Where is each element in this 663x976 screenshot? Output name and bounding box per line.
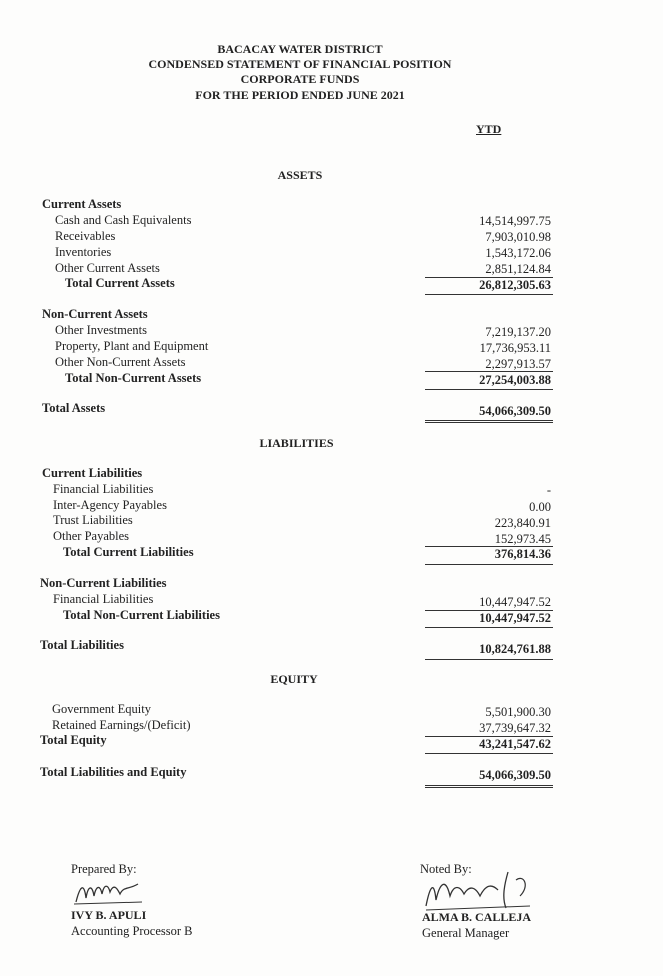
line-amount: 7,903,010.98	[485, 230, 551, 244]
total-equity-label: Total Equity	[40, 733, 107, 747]
line-amount: 2,851,124.84	[485, 262, 551, 276]
total-noncurrent-assets-amount: 27,254,003.88	[479, 373, 551, 387]
current-liabilities-heading: Current Liabilities	[42, 466, 143, 480]
noted-signature	[420, 866, 550, 916]
liabilities-heading: LIABILITIES	[259, 436, 334, 450]
equity-heading: EQUITY	[270, 672, 318, 686]
line-amount: 7,219,137.20	[485, 325, 551, 339]
line-label: Retained Earnings/(Deficit)	[52, 718, 191, 732]
line-label: Other Payables	[53, 529, 130, 543]
line-amount: 152,973.45	[494, 532, 551, 546]
statement-title: CONDENSED STATEMENT OF FINANCIAL POSITION	[148, 57, 452, 71]
line-amount: 5,501,900.30	[485, 705, 551, 719]
period: FOR THE PERIOD ENDED JUNE 2021	[195, 88, 405, 102]
total-liabilities-equity-label: Total Liabilities and Equity	[40, 765, 187, 779]
line-label: Inter-Agency Payables	[53, 498, 167, 512]
prepared-by-name: IVY B. APULI	[71, 908, 147, 922]
line-amount: 1,543,172.06	[485, 246, 551, 260]
total-liabilities-equity-amount: 54,066,309.50	[479, 768, 551, 782]
prepared-by-caption: Prepared By:	[71, 862, 137, 876]
line-label: Other Investments	[55, 323, 147, 337]
prepared-by-title: Accounting Processor B	[71, 924, 193, 938]
assets-heading: ASSETS	[277, 168, 323, 182]
total-current-assets-amount: 26,812,305.63	[479, 278, 551, 292]
total-equity-amount: 43,241,547.62	[479, 737, 551, 751]
line-label: Financial Liabilities	[53, 482, 154, 496]
total-liabilities-amount: 10,824,761.88	[479, 642, 551, 656]
line-amount: 10,447,947.52	[479, 595, 551, 609]
line-label: Financial Liabilities	[53, 592, 154, 606]
noted-by-caption: Noted By:	[420, 862, 472, 876]
noted-by-name: ALMA B. CALLEJA	[422, 910, 532, 924]
grand-rule	[425, 785, 553, 788]
total-rule	[425, 753, 553, 754]
noted-by-title: General Manager	[422, 926, 510, 940]
line-label: Cash and Cash Equivalents	[55, 213, 192, 227]
total-assets-amount: 54,066,309.50	[479, 404, 551, 418]
total-rule	[425, 564, 553, 565]
line-label: Property, Plant and Equipment	[55, 339, 209, 353]
noncurrent-liabilities-heading: Non-Current Liabilities	[40, 576, 167, 590]
current-assets-heading: Current Assets	[42, 197, 122, 211]
total-current-assets-label: Total Current Assets	[65, 276, 175, 290]
total-rule	[425, 294, 553, 295]
total-rule	[425, 389, 553, 390]
total-liabilities-label: Total Liabilities	[40, 638, 124, 652]
line-amount: -	[546, 483, 551, 497]
line-label: Other Non-Current Assets	[55, 355, 186, 369]
total-noncurrent-liabilities-label: Total Non-Current Liabilities	[63, 608, 220, 622]
line-amount: 17,736,953.11	[479, 341, 551, 355]
line-label: Receivables	[55, 229, 116, 243]
line-amount: 2,297,913.57	[485, 357, 551, 371]
total-rule	[425, 627, 553, 628]
line-label: Other Current Assets	[55, 261, 160, 275]
total-current-liabilities-amount: 376,814.36	[494, 547, 551, 561]
total-assets-label: Total Assets	[42, 401, 106, 415]
line-label: Government Equity	[52, 702, 151, 716]
total-noncurrent-assets-label: Total Non-Current Assets	[65, 371, 202, 385]
line-label: Inventories	[55, 245, 112, 259]
line-amount: 0.00	[529, 500, 551, 514]
total-rule	[425, 659, 553, 660]
grand-rule	[425, 420, 553, 423]
line-amount: 223,840.91	[494, 516, 551, 530]
subtotal-rule	[425, 371, 553, 372]
ytd-column-header: YTD	[476, 122, 502, 136]
total-noncurrent-liabilities-amount: 10,447,947.52	[479, 611, 551, 625]
line-amount: 14,514,997.75	[479, 214, 551, 228]
line-amount: 37,739,647.32	[479, 721, 551, 735]
noncurrent-assets-heading: Non-Current Assets	[42, 307, 148, 321]
total-current-liabilities-label: Total Current Liabilities	[63, 545, 194, 559]
line-label: Trust Liabilities	[53, 513, 133, 527]
fund-name: CORPORATE FUNDS	[240, 72, 360, 86]
org-name: BACACAY WATER DISTRICT	[217, 42, 383, 56]
prepared-signature	[72, 876, 147, 908]
